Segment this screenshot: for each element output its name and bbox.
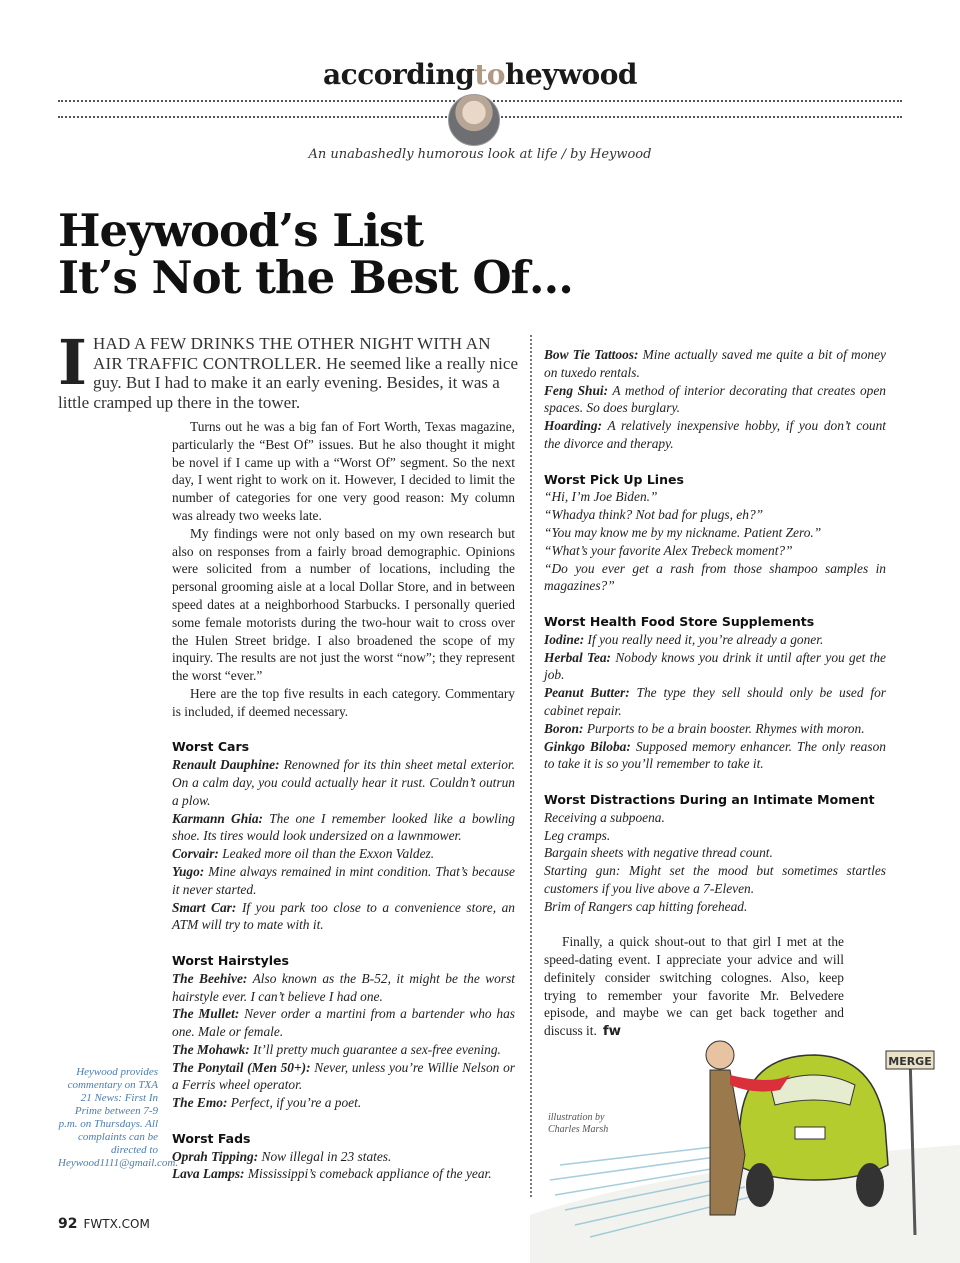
credit-line2: Charles Marsh	[548, 1124, 609, 1135]
list-item	[544, 560, 886, 596]
item-text: The one I remember looked like a bowling shoe. Its tires would look undersized on a lawnmower.	[172, 810, 515, 844]
item-text: “Do you ever get a rash from those shampoo samples in magazines?”	[544, 560, 886, 594]
driver-head	[706, 1041, 734, 1069]
section-heading: Worst Hairstyles	[172, 952, 289, 968]
tagline: An unabashedly humorous look at life / by Heywood	[308, 147, 652, 162]
list-item	[172, 756, 515, 809]
list-item	[172, 1059, 515, 1095]
list-item	[172, 1005, 515, 1041]
section-heading: Worst Health Food Store Supplements	[544, 613, 815, 629]
item-text: The type they sell should only be used for cabinet repair.	[544, 685, 886, 718]
list-item	[172, 970, 515, 1006]
list-item	[544, 809, 886, 827]
page-folio	[58, 1216, 150, 1232]
list-item	[544, 382, 886, 418]
list-item	[172, 1148, 515, 1166]
list-item	[172, 1094, 515, 1112]
item-text: Never order a martini from a bartender who has one. Male or female.	[172, 1006, 515, 1040]
body-paragraph: My findings were not only based on my own research but also on responses from a fairly broad demographic. Opinions were solicited from a number of locations, including the personal grooming aisle at a local Dollar Store, and in between speed dates at a neighborhood Starbucks. I personally queried some female motorists during the two-hour wait to cross over the Hulen Street bridge. I also broadened the scope of my inquiry. The results are not just the worst “now”; they represent the worst “ever.”	[172, 525, 515, 684]
list-item	[544, 898, 886, 916]
item-text: If you really need it, you’re already a goner.	[587, 631, 824, 647]
item-text: Supposed memory enhancer. The only reason to take it is so you’ll remember to take it.	[544, 738, 886, 772]
list-item	[544, 417, 886, 453]
merge-sign-text: MERGE	[888, 1055, 932, 1068]
list-item	[544, 827, 886, 845]
item-text: “Whadya think? Not bad for plugs, eh?”	[544, 507, 764, 523]
sidebar-note: Heywood provides commentary on TXA 21 News: First In Prime between 7-9 p.m. on Thursdays. All complaints can be directed to Heywood1111@gmail.com.	[58, 1066, 179, 1169]
item-term: Boron:	[544, 720, 584, 736]
list-item	[172, 810, 515, 846]
item-term: Smart Car:	[172, 899, 237, 915]
body-paragraph: Turns out he was a big fan of Fort Worth, Texas magazine, particularly the “Best Of” issues. But he also thought it might be novel if I came up with a “Worst Of” segment. So the next day, I went right to work on it. However, I decided to limit the number of categories for one very good reason: My column was already two weeks late.	[172, 419, 515, 523]
closing-text: Finally, a quick shout-out to that girl I met at the speed-dating event. I appreciate your advice and will definitely consider switching colognes. Also, keep trying to remember your favorite Mr. Belvedere episode, and maybe we can get back together and discuss it.	[544, 934, 844, 1039]
section-heading: Worst Fads	[172, 1130, 251, 1146]
item-term: Feng Shui:	[544, 382, 609, 398]
item-text: Now illegal in 23 states.	[261, 1148, 392, 1164]
list-item	[544, 844, 886, 862]
column-left	[172, 418, 515, 1183]
headline-line1: Heywood’s List	[58, 204, 424, 257]
credit-line1: illustration by	[548, 1112, 605, 1123]
item-text: Mine actually saved me quite a bit of money on tuxedo rentals.	[544, 347, 886, 380]
item-text: A relatively inexpensive hobby, if you don’t count the divorce and therapy.	[544, 418, 887, 451]
item-text: Mine always remained in mint condition. That’s because it never started.	[172, 863, 515, 897]
item-text: Leg cramps.	[544, 827, 611, 843]
item-text: Mississippi’s comeback appliance of the year.	[247, 1166, 492, 1182]
list-item	[544, 524, 886, 542]
item-text: Purports to be a brain booster. Rhymes with moron.	[586, 720, 865, 736]
signoff: fw	[602, 1024, 622, 1040]
item-text: Never, unless you’re Willie Nelson or a Ferris wheel operator.	[172, 1059, 515, 1093]
section-heading: Worst Cars	[172, 739, 250, 755]
list-item	[544, 720, 886, 738]
item-text: “What’s your favorite Alex Trebeck moment?”	[544, 542, 793, 558]
list-item	[544, 649, 886, 685]
author-avatar	[448, 94, 500, 146]
item-text: Also known as the B-52, it might be the worst hairstyle ever. I can’t believe I had one.	[172, 970, 516, 1004]
car-illustration	[530, 1015, 960, 1263]
item-term: Yugo:	[172, 863, 205, 879]
car-body	[737, 1055, 888, 1180]
item-term: Lava Lamps:	[172, 1166, 245, 1182]
column-right	[544, 346, 886, 1041]
item-text: Perfect, if you’re a poet.	[230, 1095, 362, 1111]
list-item	[544, 631, 886, 649]
list-item	[172, 863, 515, 899]
item-term: Iodine:	[544, 631, 585, 647]
item-term: Renault Dauphine:	[172, 757, 280, 773]
masthead	[0, 58, 960, 91]
item-term: The Ponytail (Men 50+):	[172, 1059, 311, 1075]
item-term: The Emo:	[172, 1095, 228, 1111]
body-paragraph: Here are the top five results in each category. Commentary is included, if deemed necessary.	[172, 685, 515, 719]
item-term: Herbal Tea:	[544, 649, 612, 665]
intro-rest: He seemed like a really nice guy. But I had to make it an early evening. Besides, it was a little cramped up there in the tower.	[58, 353, 518, 412]
item-text: Bargain sheets with negative thread count.	[544, 845, 773, 861]
item-text: “You may know me by my nickname. Patient Zero.”	[544, 524, 822, 540]
list-item	[544, 506, 886, 524]
list-item	[172, 845, 515, 863]
list-item	[544, 684, 886, 720]
masthead-part3: heywood	[504, 58, 637, 91]
masthead-part2: to	[474, 58, 505, 91]
list-item	[544, 542, 886, 560]
item-text: Nobody knows you drink it until after you get the job.	[544, 649, 887, 683]
list-item	[544, 738, 886, 774]
item-text: “Hi, I’m Joe Biden.”	[544, 489, 658, 505]
col2-lead	[544, 346, 886, 453]
list-item	[544, 488, 886, 506]
item-term: Ginkgo Biloba:	[544, 738, 631, 754]
item-text: Renowned for its thin sheet metal exterior. On a calm day, you could actually hear it rust. Couldn’t outrun a plow.	[172, 757, 515, 808]
item-term: Karmann Ghia:	[172, 810, 264, 826]
headline-line2: It’s Not the Best Of…	[58, 251, 573, 304]
item-term: Peanut Butter:	[544, 685, 630, 701]
intro-paragraph	[58, 326, 518, 412]
item-text: Receiving a subpoena.	[544, 809, 665, 825]
list-item	[172, 1165, 515, 1183]
col2-sections	[544, 453, 886, 916]
illustration-credit	[548, 1112, 608, 1136]
list-item	[172, 899, 515, 935]
item-term: Oprah Tipping:	[172, 1148, 259, 1164]
license-plate	[795, 1127, 825, 1139]
item-text: It’ll pretty much guarantee a sex-free evening.	[253, 1041, 501, 1057]
intro-caps: HAD A FEW DRINKS THE OTHER NIGHT WITH AN AIR TRAFFIC CONTROLLER.	[93, 334, 491, 373]
item-term: The Mullet:	[172, 1006, 240, 1022]
list-item	[172, 1041, 515, 1059]
wheel-right	[856, 1163, 884, 1207]
item-term: The Mohawk:	[172, 1041, 250, 1057]
list-item	[544, 862, 886, 898]
item-text: Brim of Rangers cap hitting forehead.	[544, 898, 748, 914]
dropcap: I	[58, 326, 88, 399]
item-text: Starting gun: Might set the mood but sometimes startles customers if you live above a 7-Eleven.	[544, 863, 886, 896]
item-text: Leaked more oil than the Exxon Valdez.	[222, 846, 435, 862]
item-term: Corvair:	[172, 846, 219, 862]
section-heading: Worst Pick Up Lines	[544, 471, 684, 487]
list-item	[544, 346, 886, 382]
col1-sections	[172, 721, 515, 1184]
page-number: 92	[58, 1216, 78, 1232]
item-term: Bow Tie Tattoos:	[544, 347, 639, 362]
wheel-left	[746, 1163, 774, 1207]
headline	[58, 204, 573, 304]
item-text: A method of interior decorating that creates open spaces. So does burglary.	[544, 382, 886, 416]
item-text: If you park too close to a convenience store, an ATM will try to mate with it.	[172, 899, 516, 933]
section-heading: Worst Distractions During an Intimate Moment	[544, 791, 875, 807]
item-term: Hoarding:	[544, 418, 603, 434]
masthead-part1: according	[323, 58, 475, 91]
item-term: The Beehive:	[172, 970, 248, 986]
site-url: FWTX.COM	[83, 1217, 150, 1231]
